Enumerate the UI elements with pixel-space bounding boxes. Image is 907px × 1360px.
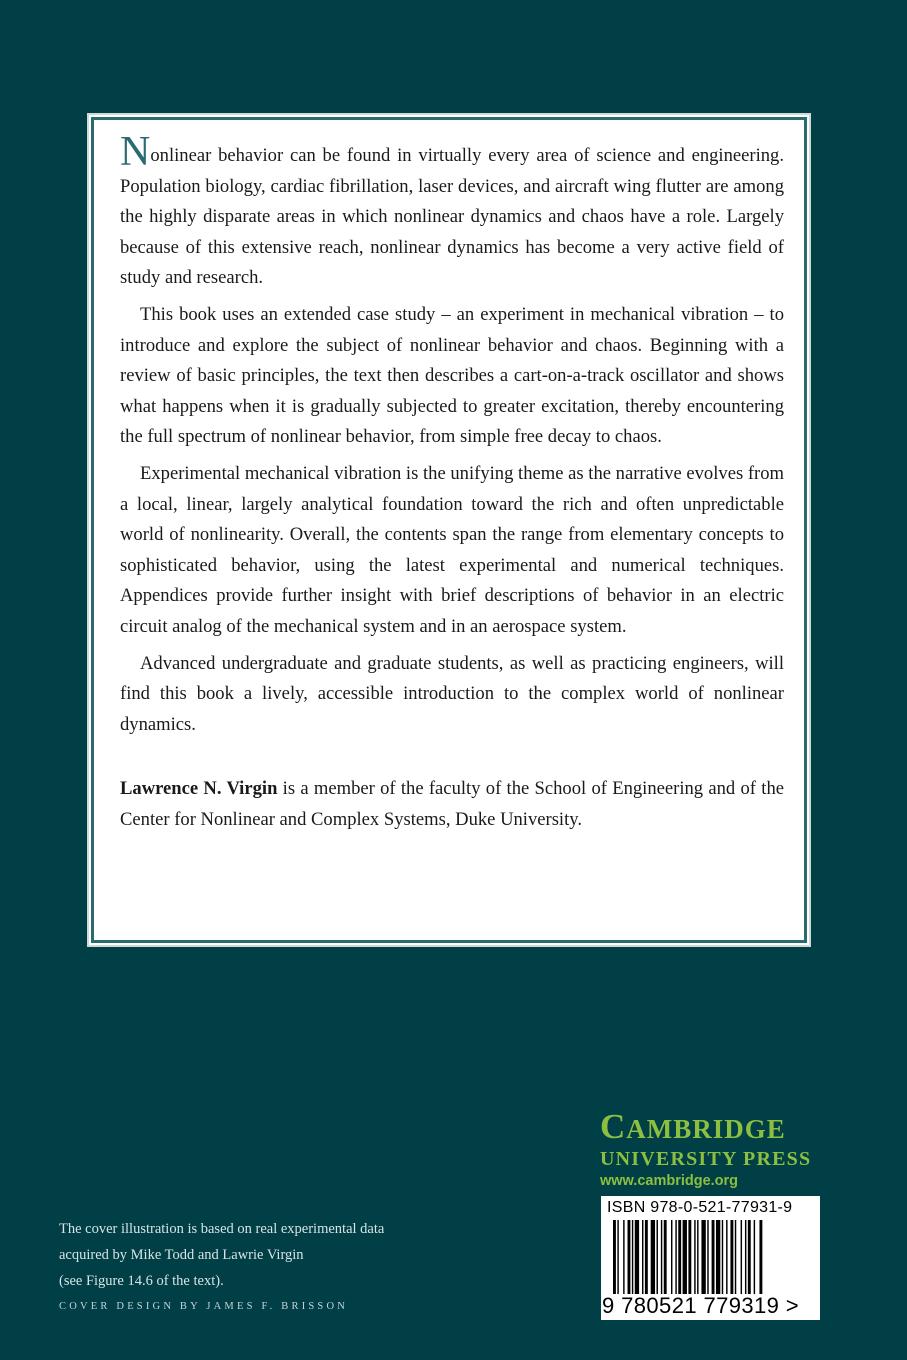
publisher-logo — [600, 1108, 828, 1190]
blurb-paragraph-1-text: onlinear behavior can be found in virtually every area of science and engineering. Population biology, cardiac fibrillation, laser devices, and aircraft wing flutter are among the highly disparate areas in which nonlinear dynamics and chaos have a role. Largely because of this extensive reach, nonlinear dynamics has become a very active field of study and research. — [120, 145, 784, 289]
barcode-bar — [707, 1220, 708, 1294]
barcode-bar — [632, 1220, 633, 1294]
barcode-bar — [741, 1220, 742, 1294]
barcode-bar — [651, 1220, 655, 1294]
barcode-bar — [735, 1220, 736, 1294]
cover-design-credit: COVER DESIGN BY JAMES F. BRISSON — [59, 1301, 349, 1312]
barcode-bar — [694, 1220, 695, 1294]
barcode-bar — [722, 1220, 723, 1294]
barcode-bar — [726, 1220, 727, 1294]
barcode-bar — [701, 1220, 705, 1294]
barcode-bar — [754, 1220, 755, 1294]
barcode-bar — [675, 1220, 676, 1294]
barcode-bar — [697, 1220, 698, 1294]
blurb-paragraph-1 — [120, 129, 784, 294]
publisher-url: www.cambridge.org — [600, 1173, 739, 1189]
isbn-barcode-block — [601, 1196, 820, 1320]
barcode-bar — [712, 1220, 715, 1294]
barcode-bar — [628, 1220, 631, 1294]
cover-credit — [59, 1216, 479, 1294]
barcode-bar — [748, 1220, 751, 1294]
blurb-panel — [87, 113, 811, 947]
barcode-bar — [617, 1220, 618, 1294]
barcode-bar — [759, 1220, 762, 1294]
blurb-paragraph-2: This book uses an extended case study – an experiment in mechanical vibration – to introduce and explore the subject of nonlinear behavior and chaos. Beginning with a review of basic principles, the text then describes a cart-on-a-track oscillator and shows what happens when it is gradually subjected to greater excitation, thereby encountering the full spectrum of nonlinear behavior, from simple free decay to chaos. — [120, 303, 784, 448]
barcode-bar — [623, 1220, 624, 1294]
barcode-bar — [664, 1220, 667, 1294]
blurb-text — [120, 129, 784, 841]
barcode-bar — [657, 1220, 658, 1294]
barcode-bar — [661, 1220, 662, 1294]
blurb-paragraph-3: Experimental mechanical vibration is the unifying theme as the narrative evolves from a local, linear, largely analytical foundation toward the rich and often unpredictable world of nonlinearity. Overall, the contents span the range from elementary concepts to sophisticated behavior, using the latest experimental and numerical techniques. Appendices provide further insight with brief descriptions of behavior in an electric circuit analog of the mechanical system and in an aerospace system. — [120, 462, 784, 637]
cover-credit-line-2: acquired by Mike Todd and Lawrie Virgin — [59, 1247, 304, 1263]
barcode-bar — [642, 1220, 643, 1294]
isbn-label: ISBN 978-0-521-77931-9 — [607, 1199, 793, 1216]
author-name: Lawrence N. Virgin — [120, 778, 278, 800]
barcode-bar — [745, 1220, 746, 1294]
cover-credit-line-1: The cover illustration is based on real experimental data — [59, 1221, 385, 1237]
barcode-bar — [671, 1220, 672, 1294]
author-bio-text: is a member of the faculty of the School of Engineering and of the Center for Nonlinear and Complex Systems, Duke University. — [120, 778, 784, 830]
barcode-bar — [730, 1220, 733, 1294]
blurb-paragraph-4: Advanced undergraduate and graduate students, as well as practicing engineers, will find this book a lively, accessible introduction to the complex world of nonlinear dynamics. — [120, 652, 784, 735]
barcode-bar — [635, 1220, 639, 1294]
publisher-subtitle: UNIVERSITY PRESS — [600, 1148, 812, 1170]
cover-credit-line-3: (see Figure 14.6 of the text). — [59, 1273, 224, 1289]
publisher-name-rest: AMBRIDGE — [626, 1114, 786, 1144]
barcode-bar — [716, 1220, 720, 1294]
barcode-bar — [678, 1220, 681, 1294]
barcode-bar — [688, 1220, 691, 1294]
barcode-bar — [683, 1220, 687, 1294]
barcode-digits: 9 780521 779319 > — [602, 1293, 800, 1318]
publisher-name-cap: C — [600, 1107, 627, 1146]
publisher-name — [600, 1108, 828, 1148]
drop-cap: N — [120, 129, 151, 175]
barcode-bar — [645, 1220, 648, 1294]
barcode-bar — [613, 1220, 616, 1294]
barcode-icon — [613, 1220, 809, 1294]
author-bio — [120, 774, 784, 835]
